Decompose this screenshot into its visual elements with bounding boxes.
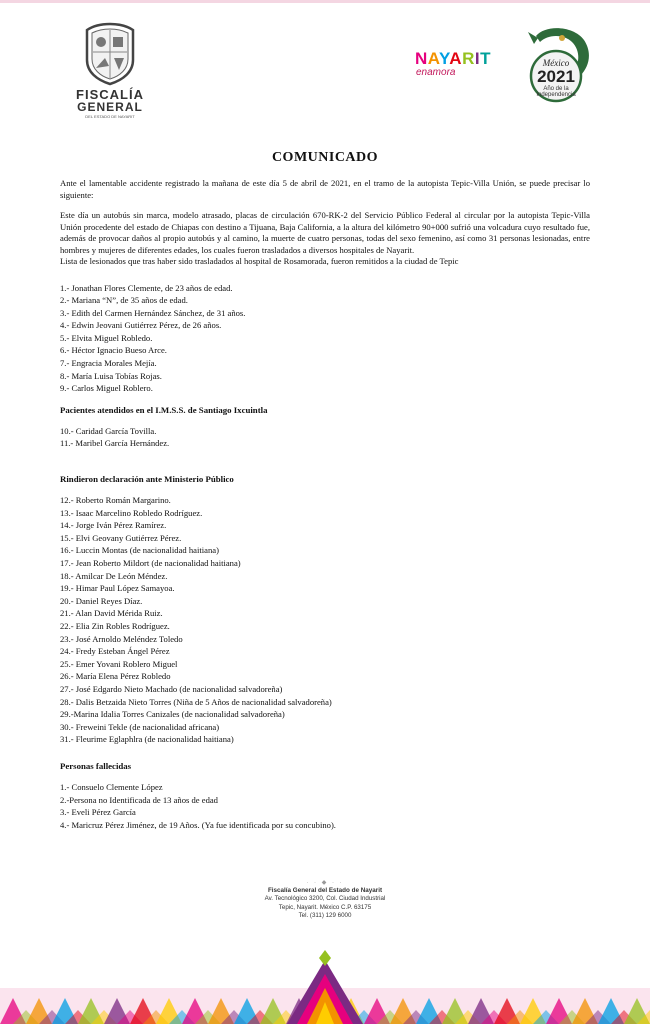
list-item: 26.- María Elena Pérez Robledo — [60, 671, 171, 682]
list-item: 24.- Fredy Esteban Ángel Pérez — [60, 646, 170, 657]
footer-phone: Tel. (311) 129 6000 — [298, 912, 352, 920]
list-item: 4.- Edwin Jeovani Gutiérrez Pérez, de 26 años. — [60, 320, 222, 331]
footer-address — [200, 880, 450, 921]
list-item: 2.-Persona no Identificada de 13 años de edad — [60, 794, 218, 805]
patients-list-imss — [60, 425, 590, 450]
list-item: 19.- Himar Paul López Samayoa. — [60, 583, 175, 594]
footer-address-line-2: Tepic, Nayarit. México C.P. 63175 — [278, 903, 372, 911]
list-item: 9.- Carlos Miguel Roblero. — [60, 383, 153, 394]
injured-list-rosamorada — [60, 282, 590, 395]
footer-address-line-1: Av. Tecnológico 3200, Col. Ciudad Industrial — [264, 895, 386, 902]
list-item: 20.- Daniel Reyes Díaz. — [60, 595, 143, 606]
list-intro: Lista de lesionados que tras haber sido trasladados al hospital de Rosamorada, fueron remitidos a la ciudad de Tepic — [60, 256, 459, 266]
coat-of-arms-icon — [83, 22, 137, 86]
list-item: 27.- José Edgardo Nieto Machado (de nacionalidad salvadoreña) — [60, 683, 283, 694]
logo-line-2: GENERAL — [77, 100, 143, 114]
list-item: 15.- Elvi Geovany Gutiérrez Pérez. — [60, 532, 182, 543]
communique-body — [60, 150, 590, 831]
list-item: 8.- María Luisa Tobías Rojas. — [60, 370, 162, 381]
footer-org-name: Fiscalía General del Estado de Nayarit — [267, 887, 383, 894]
section-heading-deceased: Personas fallecidas — [60, 760, 132, 771]
declarations-list — [60, 494, 590, 746]
list-item: 4.- Maricruz Pérez Jiménez, de 19 Años. (Ya fue identificada por su concubino). — [60, 819, 336, 830]
list-item: 13.- Isaac Marcelino Robledo Rodríguez. — [60, 507, 203, 518]
mexico-2021-logo — [518, 26, 594, 106]
section-heading-imss: Pacientes atendidos en el I.M.S.S. de Santiago Ixcuintla — [60, 404, 268, 415]
logo-line-3: DEL ESTADO DE NAYARIT — [85, 114, 135, 119]
footer-divider: · · ◆ · · — [306, 880, 344, 886]
list-item: 6.- Héctor Ignacio Bueso Arce. — [60, 345, 167, 356]
nayarit-wordmark: NAYARIT — [415, 49, 491, 68]
intro-paragraph: Ante el lamentable accidente registrado la mañana de este día 5 de abril de 2021, en el tramo de la autopista Tepic-Villa Unión, se puede precisar lo siguiente: — [60, 178, 590, 200]
list-item: 18.- Amilcar De León Méndez. — [60, 570, 168, 581]
bottom-decorative-border — [0, 948, 650, 1024]
list-item: 3.- Eveli Pérez García — [60, 807, 136, 818]
list-item: 22.- Elia Zin Robles Rodríguez. — [60, 620, 170, 631]
list-item: 1.- Jonathan Flores Clemente, de 23 años de edad. — [60, 282, 233, 293]
list-item: 23.- José Arnoldo Meléndez Toledo — [60, 633, 183, 644]
section-heading-declarations: Rindieron declaración ante Ministerio Público — [60, 474, 234, 485]
list-item: 14.- Jorge Iván Pérez Ramírez. — [60, 520, 167, 531]
list-item: 25.- Emer Yovani Roblero Miguel — [60, 658, 178, 669]
letterhead — [0, 0, 650, 120]
list-item: 1.- Consuelo Clemente López — [60, 781, 163, 792]
list-item: 5.- Elvita Miguel Robledo. — [60, 332, 153, 343]
list-item: 7.- Engracia Morales Mejía. — [60, 358, 157, 369]
nayarit-tagline: enamora — [416, 67, 456, 78]
list-item: 10.- Caridad García Tovilla. — [60, 425, 157, 436]
list-item: 28.- Dalis Betzaida Nieto Torres (Niña de 5 Años de nacionalidad salvadoreña) — [60, 696, 332, 707]
deceased-list — [60, 781, 590, 831]
list-item: 31.- Fleurime Eglaphlra (de nacionalidad haitiana) — [60, 734, 234, 745]
nayarit-logo — [398, 50, 508, 78]
list-item: 12.- Roberto Román Margarino. — [60, 495, 171, 506]
list-item: 3.- Edith del Carmen Hernández Sánchez, de 31 años. — [60, 307, 246, 318]
logo-line-1: FISCALÍA — [76, 87, 144, 102]
list-item: 21.- Alan David Mérida Ruiz. — [60, 608, 163, 619]
body-paragraph: Este día un autobús sin marca, modelo atrasado, placas de circulación 670-RK-2 del Servicio Público Federal al circular por la autopista Tepic-Villa Unión procedente del estado de Chiapas con destino a Tijuana, Baja California, a la altura del kilómetro 90+000 sufrió una volcadura cuyo resultado fue, además de provocar daños al propio autobús y al camino, la muerte de cuatro personas, todas del sexo femenino, así como 31 personas lesionadas, entre hombres y mujeres de diferentes edades, los cuales fueron trasladados a diversos hospitales de Nayarit. — [60, 210, 590, 255]
mexico-subline-2: Independencia — [536, 92, 576, 98]
page-title: COMUNICADO — [271, 150, 379, 165]
mexico-subline-1: Año de la — [543, 86, 569, 92]
year-text: 2021 — [537, 67, 575, 86]
list-item: 16.- Luccin Montas (de nacionalidad haitiana) — [60, 545, 219, 556]
list-item: 30.- Freweini Tekle (de nacionalidad africana) — [60, 721, 220, 732]
list-item: 17.- Jean Roberto Mildort (de nacionalidad haitiana) — [60, 558, 241, 568]
fiscalia-logo — [60, 22, 160, 119]
list-item: 11.- Maribel García Hernández. — [60, 438, 170, 449]
list-item: 2.- Mariana “N”, de 35 años de edad. — [60, 295, 188, 306]
list-item: 29.-Marina Idalia Torres Canizales (de nacionalidad salvadoreña) — [60, 709, 285, 720]
mexico-text: México — [542, 58, 570, 68]
